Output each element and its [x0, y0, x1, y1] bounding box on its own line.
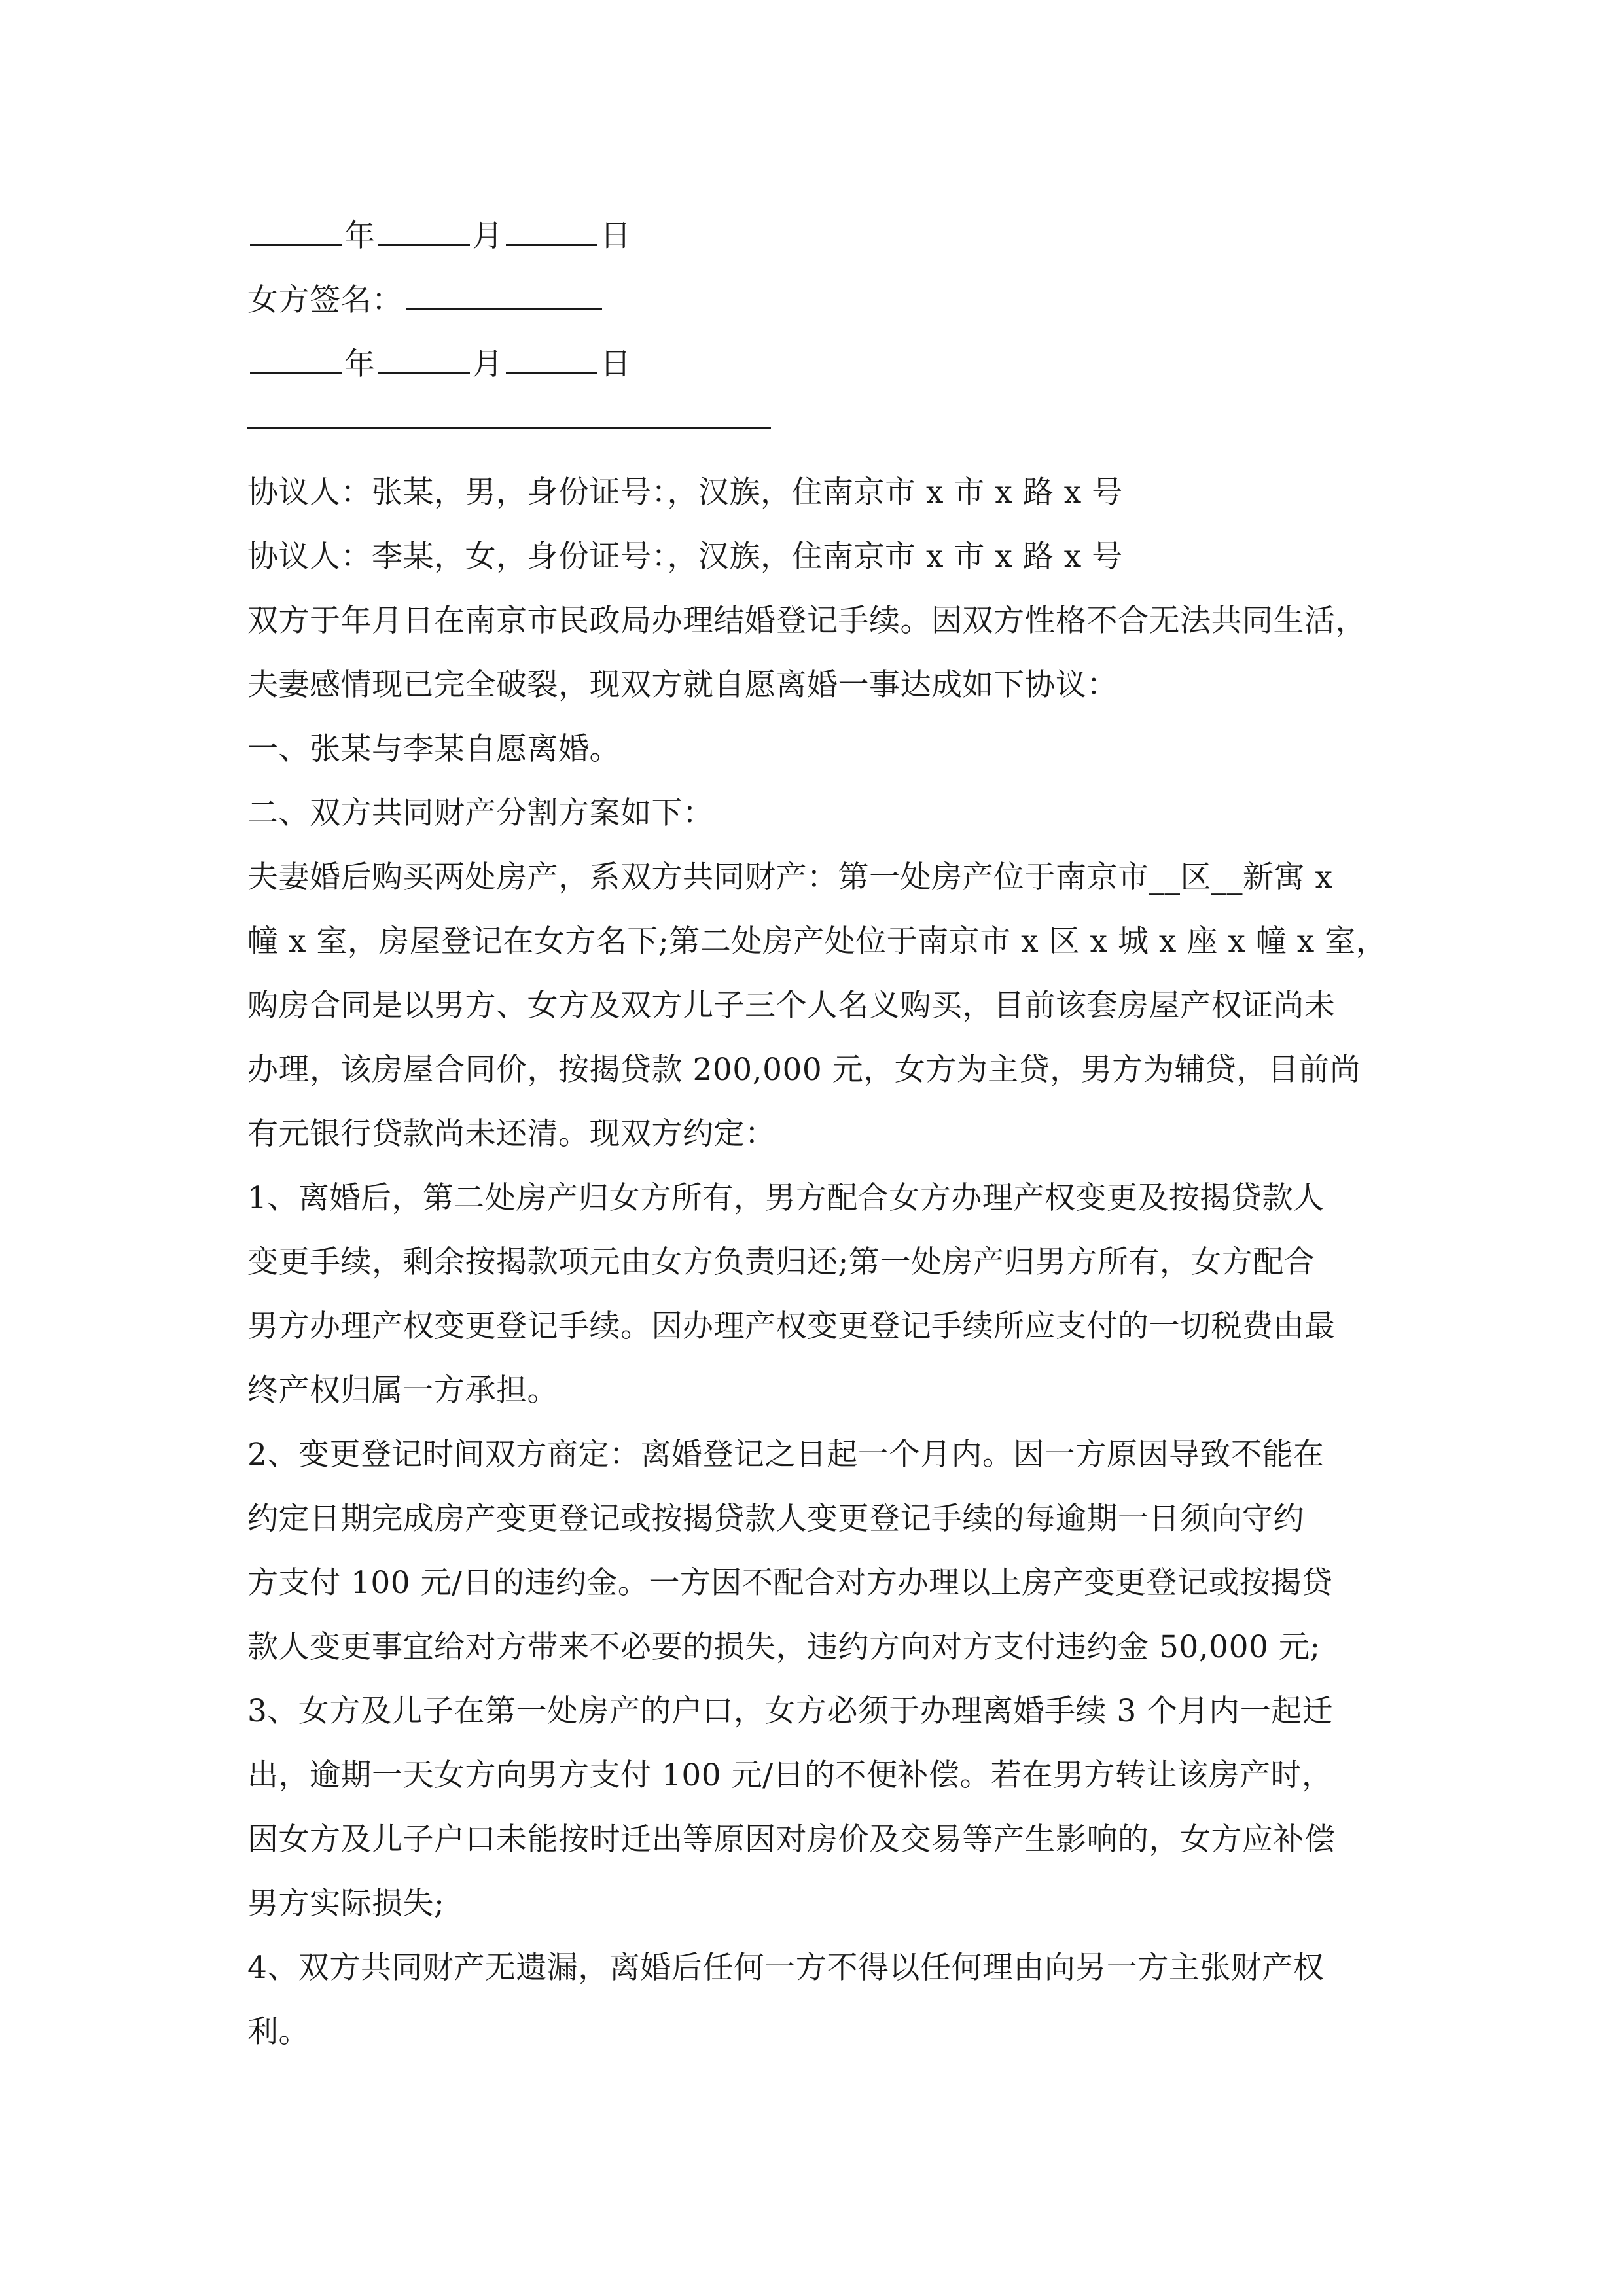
text-line: 双方于年月日在南京市民政局办理结婚登记手续。因双方性格不合无法共同生活， [247, 603, 1366, 639]
text-line: 1、离婚后，第二处房产归女方所有，男方配合女方办理产权变更及按揭贷款人 [247, 1180, 1325, 1216]
text-line: 夫妻感情现已完全破裂，现双方就自愿离婚一事达成如下协议： [247, 667, 1118, 703]
female-signature-line [247, 268, 1399, 332]
day-label: 日 [600, 346, 632, 382]
year-label: 年 [344, 346, 376, 382]
month-blank[interactable] [378, 344, 470, 374]
text-line: 变更手续，剩余按揭款项元由女方负责归还;第一处房产归男方所有，女方配合 [247, 1244, 1315, 1280]
text-line: 方支付 100 元/日的违约金。一方因不配合对方办理以上房产变更登记或按揭贷 [247, 1565, 1333, 1601]
text-line: 购房合同是以男方、女方及双方儿子三个人名义购买，目前该套房屋产权证尚未 [247, 988, 1336, 1024]
text-line: 2、变更登记时间双方商定：离婚登记之日起一个月内。因一方原因导致不能在 [247, 1437, 1325, 1473]
month-label: 月 [472, 218, 503, 254]
agreement-body [247, 461, 1399, 2064]
text-line: 终产权归属一方承担。 [247, 1372, 558, 1408]
text-line: 办理，该房屋合同价，按揭贷款 200,000 元，女方为主贷，男方为辅贷，目前尚 [247, 1052, 1361, 1088]
party-line: 协议人：张某，男，身份证号：，汉族，住南京市 x 市 x 路 x 号 [247, 475, 1123, 511]
text-line: 出，逾期一天女方向男方支付 100 元/日的不便补偿。若在男方转让该房产时， [247, 1757, 1333, 1793]
text-line: 4、双方共同财产无遗漏，离婚后任何一方不得以任何理由向另一方主张财产权 [247, 1950, 1325, 1986]
text-line: 利。 [247, 2014, 310, 2050]
text-line: 男方实际损失; [247, 1886, 445, 1922]
female-signature-label: 女方签名： [247, 282, 403, 318]
text-line: 男方办理产权变更登记手续。因办理产权变更登记手续所应支付的一切税费由最 [247, 1308, 1336, 1344]
text-line: 3、女方及儿子在第一处房产的户口，女方必须于办理离婚手续 3 个月内一起迁 [247, 1693, 1334, 1729]
text-line: 款人变更事宜给对方带来不必要的损失，违约方向对方支付违约金 50,000 元; [247, 1629, 1321, 1665]
day-blank[interactable] [506, 344, 597, 374]
year-blank[interactable] [250, 215, 342, 246]
text-line: 有元银行贷款尚未还清。现双方约定： [247, 1116, 776, 1152]
female-signature-blank[interactable] [406, 279, 602, 310]
text-line: 因女方及儿子户口未能按时迁出等原因对房价及交易等产生影响的，女方应补偿 [247, 1821, 1336, 1857]
text-line: 夫妻婚后购买两处房产，系双方共同财产：第一处房产位于南京市__区__新寓 x [247, 859, 1333, 895]
date-line-1 [247, 204, 1399, 268]
text-line: 约定日期完成房产变更登记或按揭贷款人变更登记手续的每逾期一日须向守约 [247, 1501, 1304, 1537]
day-label: 日 [600, 218, 632, 254]
day-blank[interactable] [506, 215, 597, 246]
month-blank[interactable] [378, 215, 470, 246]
clause-heading: 二、双方共同财产分割方案如下： [247, 795, 714, 831]
party-line: 协议人：李某，女，身份证号：，汉族，住南京市 x 市 x 路 x 号 [247, 539, 1123, 575]
date-line-2 [247, 332, 1399, 397]
document-page [247, 204, 1399, 2064]
text-line: 幢 x 室，房屋登记在女方名下;第二处房产处位于南京市 x 区 x 城 x 座 x 幢 x 室， [247, 924, 1387, 960]
clause-heading: 一、张某与李某自愿离婚。 [247, 731, 620, 767]
year-label: 年 [344, 218, 376, 254]
year-blank[interactable] [250, 344, 342, 374]
month-label: 月 [472, 346, 503, 382]
section-divider [247, 427, 771, 429]
